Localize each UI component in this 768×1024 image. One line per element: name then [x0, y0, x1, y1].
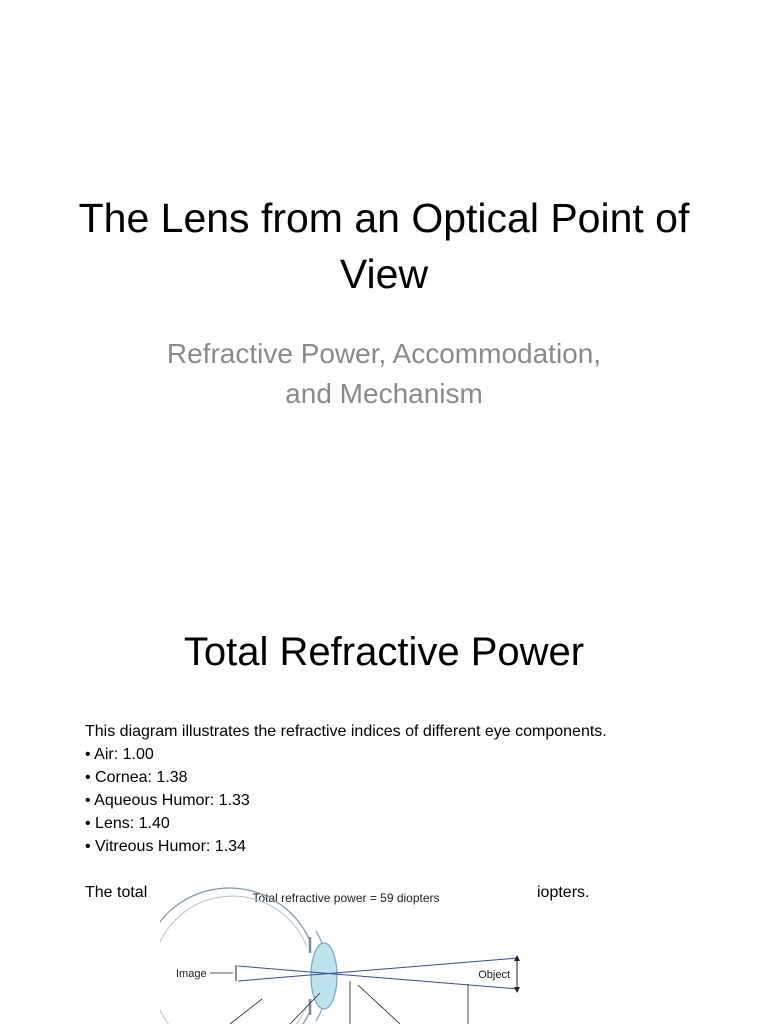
object-label: Object — [478, 969, 510, 981]
object-arrow-head-bottom — [514, 987, 520, 993]
slide-subtitle-line-1: Refractive Power, Accommodation, — [166, 338, 602, 369]
slide-title-line-1: The Lens from an Optical Point of — [78, 195, 690, 241]
intro-text: This diagram illustrates the refractive indices of different eye components. — [85, 723, 607, 740]
total-text-left: The total — [85, 884, 148, 901]
leader-line-2 — [290, 993, 320, 1024]
image-label: Image — [176, 968, 207, 980]
bullet-air: • Air: 1.00 — [85, 746, 154, 763]
bullet-vitreous-humor: • Vitreous Humor: 1.34 — [85, 838, 246, 855]
total-text-right: iopters. — [537, 884, 590, 901]
bullet-aqueous-humor: • Aqueous Humor: 1.33 — [85, 792, 250, 809]
leader-line-1 — [230, 999, 262, 1024]
bullet-cornea: • Cornea: 1.38 — [85, 769, 188, 786]
slide-body — [85, 720, 705, 858]
slide-heading: Total Refractive Power — [183, 630, 585, 674]
slide-title — [0, 190, 768, 302]
slide-title-line-2: View — [339, 251, 429, 297]
eyeball-outline — [160, 888, 310, 1024]
diagram-caption: Total refractive power = 59 diopters — [252, 891, 440, 905]
slide-subtitle-line-2: and Mechanism — [285, 378, 483, 409]
content-slide — [0, 576, 768, 1024]
eye-refraction-diagram — [160, 881, 530, 1024]
leader-line-4 — [358, 985, 400, 1024]
eyeball-inner-outline — [160, 896, 307, 1024]
lens-shape — [311, 943, 337, 1009]
eye-diagram-svg — [160, 881, 530, 1024]
slide-subtitle — [0, 334, 768, 414]
bullet-lens: • Lens: 1.40 — [85, 815, 170, 832]
